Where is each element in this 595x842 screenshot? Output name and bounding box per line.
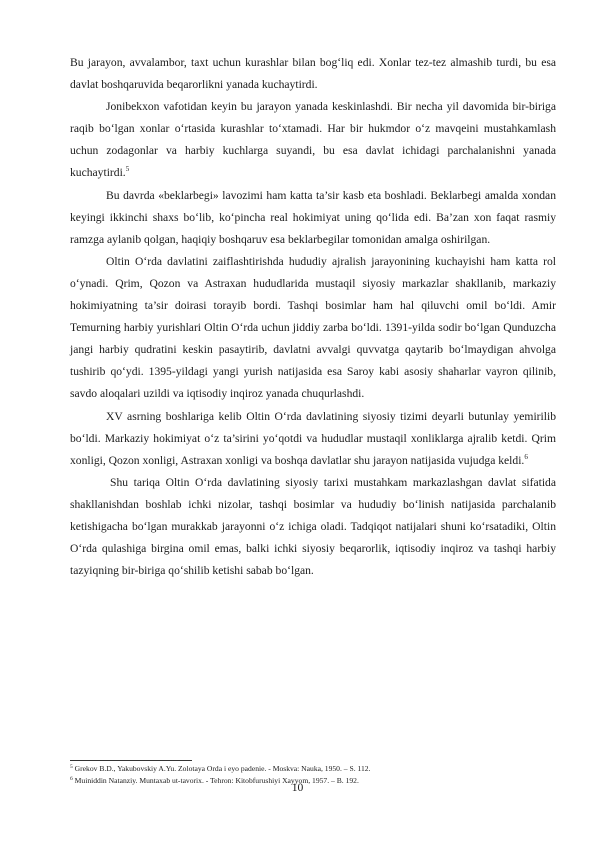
paragraph-1: Bu jarayon, avvalambor, taxt uchun kurashlar bilan bog‘liq edi. Xonlar tez-tez almashib turdi, bu esa davlat boshqaruvida beqarorlikni yanada kuchaytirdi.: [70, 56, 556, 92]
page-number: 10: [291, 781, 304, 794]
footnote-ref-6[interactable]: 6: [524, 452, 528, 461]
paragraph-3: Bu davrda «beklarbegi» lavozimi ham katta ta’sir kasb eta boshladi. Beklarbegi amalda xondan keyingi ikkinchi shaxs bo‘lib, ko‘pincha real hokimiyat uning qo‘lida edi. Ba’zan xon faqat rasmiy ramzga aylanib qolgan, haqiqiy boshqaruv esa beklarbegilar tomonidan amalga oshirilgan.: [70, 188, 556, 246]
footnote-6: $^6$ Muiniddin Natanziy. Muntaxab ut-tavorix. - Tehron: Kitobfurushiyi Xayyom, 1957. – B. 192.: [70, 775, 359, 785]
paragraph-4: Oltin O‘rda davlatini zaiflashtirishda hududiy ajralish jarayonining kuchayishi ham katta rol o‘ynadi. Qrim, Qozon va Astraxan hududlarida mustaqil siyosiy markazlar shakllanib, markaziy hokimiyatning ta’sir doirasi torayib bordi. Tashqi bosimlar ham hal qiluvchi omil bo‘ldi. Amir Temurning harbiy yurishlari Oltin O‘rda uchun jiddiy zarba bo‘ldi. 1391-yilda sodir bo‘lgan Qunduzcha jangi harbiy qudratini keskin pasaytirib, davlatni avvalgi quvvatga qaytarib bo‘lmaydigan ahvolga tushirib qo‘ydi. 1395-yildagi yangi yurish natijasida esa Saroy kabi asosiy shaharlar vayron qilinib, savdo aloqalari uzildi va iqtisodiy inqiroz yanada chuqurlashdi.: [70, 254, 556, 401]
paragraph-5: XV asrning boshlariga kelib Oltin O‘rda davlatining siyosiy tizimi deyarli butunlay yemirilib bo‘ldi. Markaziy hokimiyat o‘z ta’sirini yo‘qotdi va hududlar mustaqil xonliklarga ajralib ketdi. Qrim xonligi, Qozon xonligi, Astraxan xonligi va boshqa davlatlar shu jarayon natijasida vujudga keldi.$^6$: [70, 409, 556, 467]
footnote-ref-5[interactable]: 5: [125, 165, 130, 174]
paragraph-6: Shu tariqa Oltin O‘rda davlatining siyosiy tarixi mustahkam markazlashgan davlat sifatida shakllanishdan boshlab ichki nizolar, tashqi bosimlar va hududiy bo‘linish natijasida parchalanib ketishigacha bo‘lgan murakkab jarayonni o‘z ichiga oladi. Tadqiqot natijalari shuni ko‘rsatadiki, Oltin O‘rda qulashiga birgina omil emas, balki ichki siyosiy beqarorlik, iqtisodiy inqiroz va tashqi harbiy tazyiqning bir-biriga qo‘shilib ketishi sabab bo‘lgan.: [70, 475, 556, 578]
footnote-separator: [70, 760, 192, 761]
document-body: [70, 52, 556, 582]
paragraph-2: Jonibekxon vafotidan keyin bu jarayon yanada keskinlashdi. Bir necha yil davomida bir-biriga raqib bo‘lgan xonlar o‘rtasida kurashlar to‘xtamadi. Har bir hukmdor o‘z mavqeini mustahkamlash uchun zodagonlar va harbiy kuchlarga suyandi, bu esa davlat ichidagi parchalanishni yanada kuchaytirdi.$^5$: [70, 100, 556, 180]
footnote-5: $^5$ Grekov B.D., Yakubovskiy A.Yu. Zolotaya Orda i eyo padenie. - Moskva: Nauka, 1950. – S. 112.: [70, 764, 371, 773]
